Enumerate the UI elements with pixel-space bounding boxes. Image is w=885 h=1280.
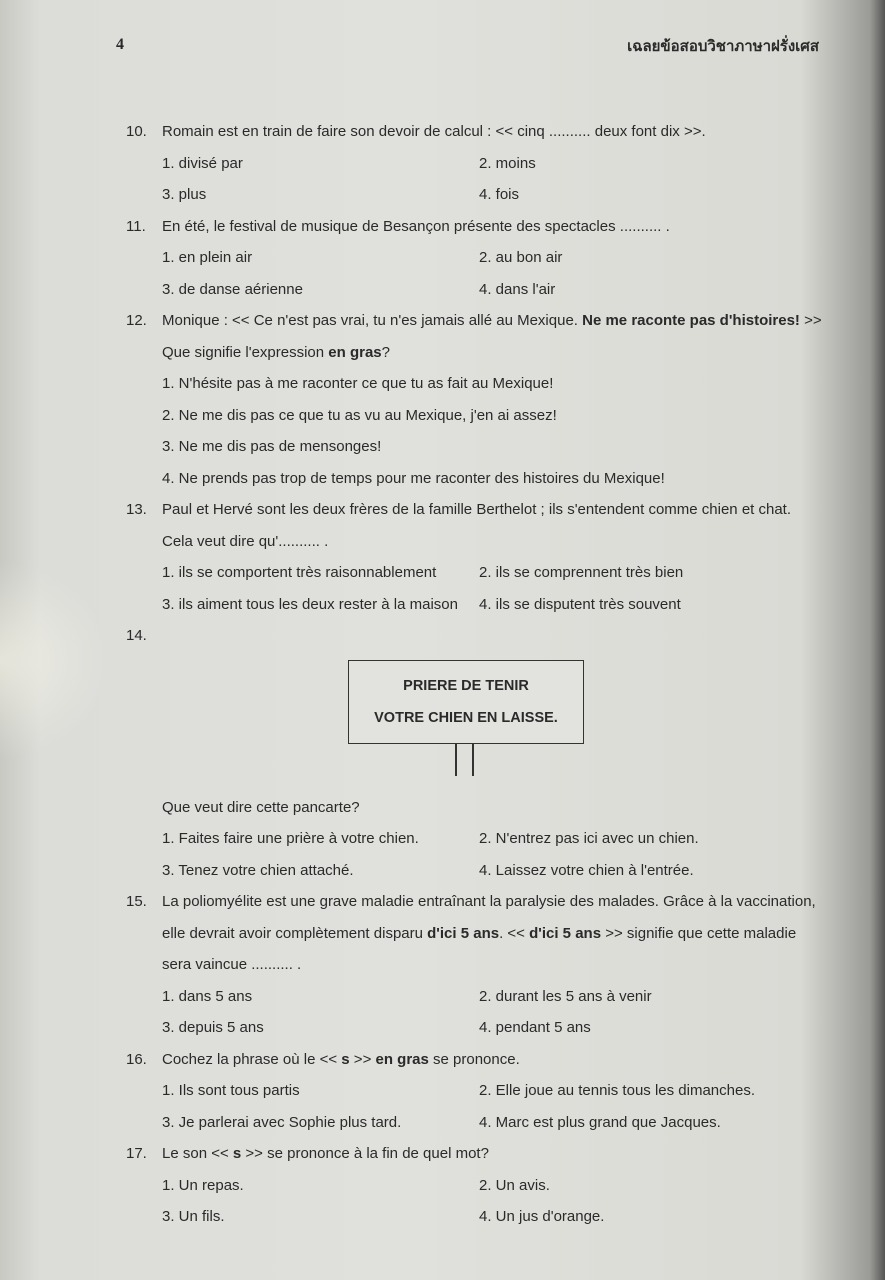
question-number: 15. <box>126 893 147 910</box>
text-part: se prononce. <box>428 1050 520 1068</box>
question-text: En été, le festival de musique de Besançon présente des spectacles .......... . <box>162 217 670 235</box>
option-1: 1. Faites faire une prière à votre chien. <box>162 830 419 847</box>
text-bold: d'ici 5 ans <box>529 924 602 942</box>
text-part: >> se prononce à la fin de quel mot? <box>241 1145 489 1162</box>
option-2: 2. durant les 5 ans à venir <box>479 987 652 1005</box>
light-glare <box>0 560 110 760</box>
question-text: Paul et Hervé sont les deux frères de la famille Berthelot ; ils s'entendent comme chien et chat. <box>162 501 792 518</box>
subtext-part: Que signifie l'expression <box>162 343 329 361</box>
option-4: 4. Laissez votre chien à l'entrée. <box>479 861 694 879</box>
sign-board <box>348 660 584 744</box>
option-1: 1. dans 5 ans <box>162 987 253 1005</box>
option-4: 4. Marc est plus grand que Jacques. <box>479 1113 721 1131</box>
sign-line-1: PRIERE DE TENIR <box>403 677 529 694</box>
question-text <box>162 305 826 337</box>
question-number: 14. <box>126 627 147 644</box>
question-text <box>162 1044 826 1076</box>
text-bold: en gras <box>375 1050 429 1068</box>
question-15 <box>126 886 826 1044</box>
option-3: 3. Un fils. <box>162 1208 225 1225</box>
text-bold: s <box>232 1145 242 1162</box>
question-text-part: >> <box>799 312 822 329</box>
option-4: 4. ils se disputent très souvent <box>479 595 681 613</box>
option-3: 3. Tenez votre chien attaché. <box>162 861 354 879</box>
sign-post-right <box>472 744 474 776</box>
subtext-bold: en gras <box>328 343 382 361</box>
question-number: 11. <box>126 217 146 235</box>
option-3: 3. ils aiment tous les deux rester à la maison <box>162 595 458 613</box>
sign-line-2: VOTRE CHIEN EN LAISSE. <box>374 709 558 726</box>
question-subtext: Que veut dire cette pancarte? <box>162 798 360 816</box>
question-text: Romain est en train de faire son devoir de calcul : << cinq .......... deux font dix >>. <box>162 123 706 140</box>
text-part: Le son << <box>162 1145 233 1162</box>
page-number: 4 <box>116 36 124 53</box>
question-12 <box>126 305 826 494</box>
question-text-line-3: sera vaincue .......... . <box>162 956 302 973</box>
question-17 <box>126 1138 826 1233</box>
option-2: 2. au bon air <box>479 249 563 266</box>
question-number: 16. <box>126 1050 147 1068</box>
subtext-part: ? <box>381 343 390 361</box>
text-part: Cochez la phrase où le << <box>162 1050 342 1068</box>
option-2: 2. N'entrez pas ici avec un chien. <box>479 830 699 847</box>
text-part: >> <box>349 1050 376 1068</box>
sign-illustration <box>126 652 826 792</box>
option-3: 3. Je parlerai avec Sophie plus tard. <box>162 1113 402 1131</box>
option-1: 1. Ils sont tous partis <box>162 1082 300 1099</box>
text-part: . << <box>499 924 530 942</box>
question-11 <box>126 211 826 306</box>
question-text-bold: Ne me raconte pas d'histoires! <box>582 312 800 329</box>
option-4: 4. dans l'air <box>479 280 556 298</box>
question-number: 13. <box>126 501 147 518</box>
sign-post-left <box>455 744 457 776</box>
question-subtext <box>126 337 826 369</box>
option-2: 2. moins <box>479 154 536 172</box>
option-3: 3. Ne me dis pas de mensonges! <box>162 438 382 455</box>
option-4: 4. fois <box>479 186 520 203</box>
option-4: 4. pendant 5 ans <box>479 1019 591 1036</box>
option-4: 4. Un jus d'orange. <box>479 1208 605 1225</box>
question-10 <box>126 116 826 211</box>
question-list <box>126 116 826 1233</box>
option-2: 2. Un avis. <box>479 1176 550 1194</box>
question-14 <box>126 620 826 886</box>
text-part: elle devrait avoir complètement disparu <box>162 924 428 942</box>
option-2: 2. Ne me dis pas ce que tu as vu au Mexique, j'en ai assez! <box>162 406 557 424</box>
option-3: 3. de danse aérienne <box>162 280 303 298</box>
text-bold: d'ici 5 ans <box>427 924 500 942</box>
option-2: 2. ils se comprennent très bien <box>479 564 684 581</box>
question-text-line-2 <box>126 918 826 950</box>
option-1: 1. Un repas. <box>162 1176 244 1194</box>
question-13 <box>126 494 826 620</box>
question-16 <box>126 1044 826 1139</box>
option-4: 4. Ne prends pas trop de temps pour me raconter des histoires du Mexique! <box>162 469 665 487</box>
question-subtext: Cela veut dire qu'.......... . <box>162 532 329 550</box>
text-bold: s <box>341 1050 350 1068</box>
text-part: >> signifie que cette maladie <box>601 924 797 942</box>
option-3: 3. plus <box>162 186 207 203</box>
question-text-part: Monique : << Ce n'est pas vrai, tu n'es jamais allé au Mexique. <box>162 312 583 329</box>
question-number: 12. <box>126 312 147 329</box>
question-text <box>162 1138 826 1170</box>
option-1: 1. en plein air <box>162 249 253 266</box>
option-1: 1. divisé par <box>162 154 243 172</box>
question-number: 17. <box>126 1145 147 1162</box>
option-3: 3. depuis 5 ans <box>162 1019 264 1036</box>
page-header-title: เฉลยข้อสอบวิชาภาษาฝรั่งเศส <box>627 37 819 55</box>
option-1: 1. ils se comportent très raisonnablement <box>162 564 437 581</box>
question-text: La poliomyélite est une grave maladie entraînant la paralysie des malades. Grâce à la vaccination, <box>162 893 816 910</box>
option-2: 2. Elle joue au tennis tous les dimanches. <box>479 1082 755 1099</box>
option-1: 1. N'hésite pas à me raconter ce que tu as fait au Mexique! <box>162 375 554 392</box>
question-number: 10. <box>126 123 147 140</box>
